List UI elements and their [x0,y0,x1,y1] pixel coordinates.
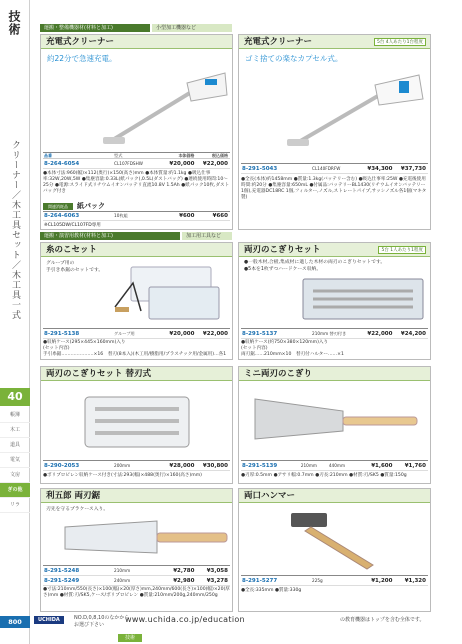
product-spec: ●刃厚:0.5mm ●アサリ幅:0.7mm ●刃長:210mm ●材質:刃/SK5 ●質量:150g [241,473,407,478]
side-nav-item[interactable]: リラ [0,498,30,513]
footer-url[interactable]: www.uchida.co.jp/education [125,615,245,624]
product-desc: ●一般木材,合板,集成材に適した木材の両刃のこぎりセットです。 ●5本を1枚ずつハードケース収納。 [244,260,386,272]
product-catch: ゴミ捨ての楽なカプセル式。 [245,54,343,63]
product-panel-mini-saw [238,366,431,484]
product-spec: ●収納ケース(295×445×160mm)入り (セット内容) 手引糸鋸…………………×16 替刃(8本入)(木工用/樹脂用/プラスチック用/金属用)…各1 [43,340,227,357]
page-number: 800 [0,616,30,628]
product-title: 糸のこセット [41,243,232,257]
product-title: 両口ハンマー [239,489,430,503]
side-nav-item[interactable]: 道具 [0,438,30,453]
side-subtitle: クリーナー／木工具セット／木工具一式 [10,140,20,320]
product-panel-dual-saw-set [238,242,431,360]
side-nav-item[interactable]: 木工 [0,423,30,438]
product-spec: ●ポリプロピレン収納ケース付き(寸法:293(幅)×488(奥行)×160(高さ)mm) [43,473,202,478]
product-spec: ●全長(本体)約1458mm ●質量:1.3kg(バッテリー含む) ●吸込仕事率:25W ●充電後使用時間:約20分 ●集塵容量:650mL ●付属品:バッテリーBL1430(リチウムイオンバッテリー1個),充電器DC18RC 1個,フィルター,ノズル,ストレートパイプ,サッシノズル各1個(マキタ製) [241,177,427,200]
side-nav-item[interactable]: 電気 [0,453,30,468]
table-row: 8-290-2053 200mm ¥28,000 ¥30,800 [43,461,230,471]
side-nav-item-active[interactable]: ぎの他 [0,483,30,498]
product-panel-hammer [238,488,431,612]
product-panel-rigoro-saw [40,488,233,612]
product-panel-replaceable-saw-set [40,366,233,484]
usage-badge: 5台 4人あたり1台程度 [374,38,426,46]
product-catch: 約22分で急速充電。 [47,54,117,63]
footer-right-note: の教育機器はトップを含む全体です。 [340,617,425,623]
saw-set-image [299,273,427,325]
related-row: 8-264-6063 10枚組 ¥600 ¥660 [43,211,230,221]
price-table [43,565,230,586]
product-spec: ●寸法:210mm/550(長さ)×100(幅)×20(厚さ)mm,240mm/600(長さ)×100(幅)×20(厚さ)mm ●材質:刃/SK5,ケース/ポリプロピレン ●質量:210mm/200g,240mm/250g [43,587,230,598]
side-index [0,0,30,644]
table-row: 8-291-5248 210mm ¥2,780 ¥3,058 [43,566,230,576]
page-category-label: 技術 [118,634,142,642]
product-desc: グループ用の 手引き糸鋸のセットです。 [46,261,104,273]
product-panel-cordless-cleaner-2 [238,34,431,230]
side-nav-item[interactable]: 文房 [0,468,30,483]
rigoro-saw-image [61,517,229,563]
product-title: 利五郎 両刃鋸 [41,489,232,503]
product-spec: ●収納ケース(約750×380×120mm)入り (セット内容) 両刃鋸……210mm×10 替刃付ハルター……×1 [241,340,344,357]
mini-saw-image [249,393,421,449]
usage-badge: 5台 1人あたり1程度 [378,246,426,254]
table-row: 8-291-5138 グループ用 ¥20,000 ¥22,000 [43,329,230,339]
price-table [241,575,428,586]
product-title: 充電式クリーナー [239,35,430,49]
brand-logo: UCHIDA [34,616,64,624]
table-row: 8-291-5249 240mm ¥2,980 ¥3,278 [43,576,230,586]
table-row: 8-291-5139 210mm 440mm ¥1,600 ¥1,760 [241,461,428,471]
product-title: ミニ両刃のこぎり [239,367,430,381]
table-row: 8-291-5137 210mm 替刃付き ¥22,000 ¥24,200 [241,329,428,339]
side-nav-item[interactable]: 帳簿 [0,408,30,423]
category-bar-sub: 小型加工機器など [152,24,232,32]
related-label: 関連消耗品 [43,203,73,210]
product-title: 両刃のこぎりセット [239,243,430,257]
category-bar: 運搬・演習用教材(材料と加工) [40,232,180,240]
price-table [43,328,230,339]
side-nav [0,408,30,513]
product-panel-cordless-cleaner-1 [40,34,233,230]
table-row: 8-291-5043 CL140FDRFW ¥34,300 ¥37,730 [241,164,428,174]
product-panel-fret-saw-set [40,242,233,360]
product-desc: 刃先を守るプラケース入り。 [46,507,109,512]
saw-case-image [71,387,201,455]
related-note: ※CL105DW/CL107FD専用 [44,223,101,228]
product-title: 充電式クリーナー [41,35,232,49]
product-title: 両刃のこぎりセット 替刃式 [41,367,232,381]
table-row: 8-291-5277 225g ¥1,200 ¥1,320 [241,576,428,586]
product-spec: ●全長:335mm ●質量:330g [241,588,302,593]
footer-note: NO.D,0,8,10のなかから お選び下さい [74,615,130,628]
price-table [241,163,428,174]
price-table [241,460,428,471]
price-table [241,328,428,339]
category-bar-sub: 加工用工具など [182,232,232,240]
table-header: 品番 型式 本体価格 税込価格 [43,153,230,159]
cleaner-image [101,69,231,149]
hammer-image [289,509,389,571]
cleaner-image [279,69,429,149]
table-row: 8-264-6054 CL107FDSHW ¥20,000 ¥22,000 [43,159,230,169]
price-table [43,152,230,169]
related-title: 紙パック [77,202,105,210]
product-spec: ●本体寸法:960(幅)×112(奥行)×150(高さ)mm ●本体質量:約1.1kg ●吸込仕事率:32W,20W,5W ●集塵容量:0.33L(紙パック),0.5L(ダストバッグ) ●連続使用時間:10〜25分 ●電源:スライド式リチウムイオンバッテリ直流10.8V 1.5Ah ●紙パック10枚,ダストバッグ付き [43,171,230,194]
price-table [43,460,230,471]
side-page-number: 40 [0,388,30,406]
side-title: 技術 [7,10,21,36]
fret-saw-image [111,263,229,327]
category-bar: 運搬・整備機器材(材料と加工) [40,24,150,32]
